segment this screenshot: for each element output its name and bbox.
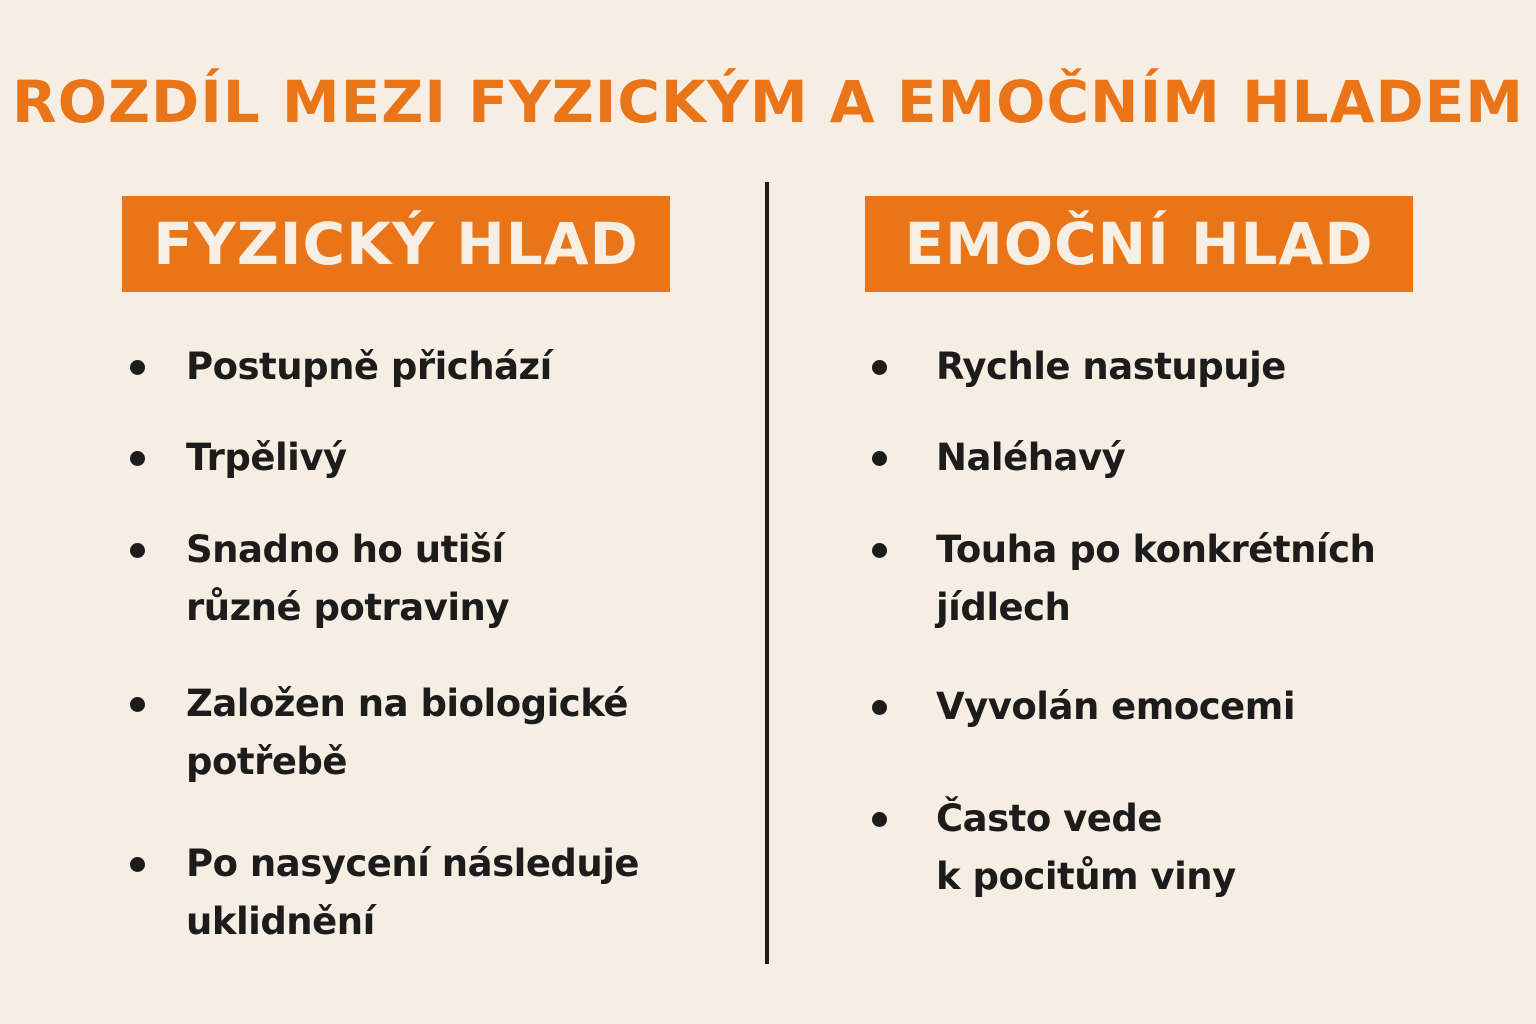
list-item bbox=[936, 678, 1295, 736]
list-item bbox=[936, 429, 1125, 487]
item-text: Naléhavý bbox=[936, 436, 1126, 479]
item-text: Často vede bbox=[936, 797, 1162, 840]
item-text-continued: potřebě bbox=[186, 740, 348, 783]
bullet-icon bbox=[130, 697, 145, 712]
item-text: Touha po konkrétních bbox=[936, 528, 1376, 571]
bullet-icon bbox=[130, 857, 145, 872]
list-item bbox=[936, 790, 1236, 906]
item-text: Snadno ho utiší bbox=[186, 528, 504, 571]
item-text: Vyvolán emocemi bbox=[936, 685, 1295, 728]
list-item bbox=[186, 429, 347, 487]
item-text: Založen na biologické bbox=[186, 682, 628, 725]
page-title: ROZDÍL MEZI FYZICKÝM A EMOČNÍM HLADEM bbox=[12, 68, 1524, 136]
bullet-icon bbox=[872, 543, 887, 558]
item-text-continued: různé potraviny bbox=[186, 586, 510, 629]
column-divider bbox=[765, 182, 769, 964]
bullet-icon bbox=[130, 543, 145, 558]
bullet-icon bbox=[872, 360, 887, 375]
bullet-icon bbox=[130, 360, 145, 375]
item-text: Rychle nastupuje bbox=[936, 345, 1286, 388]
list-item bbox=[186, 675, 628, 791]
item-text-continued: jídlech bbox=[936, 586, 1071, 629]
list-item bbox=[936, 521, 1375, 637]
bullet-icon bbox=[872, 451, 887, 466]
physical-hunger-header: FYZICKÝ HLAD bbox=[122, 196, 670, 292]
bullet-icon bbox=[872, 700, 887, 715]
list-item bbox=[186, 521, 509, 637]
list-item bbox=[936, 338, 1286, 396]
item-text: Postupně přichází bbox=[186, 345, 552, 388]
list-item bbox=[186, 835, 639, 951]
item-text: Trpělivý bbox=[186, 436, 347, 479]
emotional-hunger-header: EMOČNÍ HLAD bbox=[865, 196, 1413, 292]
item-text-continued: k pocitům viny bbox=[936, 855, 1236, 898]
list-item bbox=[186, 338, 552, 396]
bullet-icon bbox=[130, 451, 145, 466]
bullet-icon bbox=[872, 812, 887, 827]
item-text-continued: uklidnění bbox=[186, 900, 375, 943]
item-text: Po nasycení následuje bbox=[186, 842, 640, 885]
